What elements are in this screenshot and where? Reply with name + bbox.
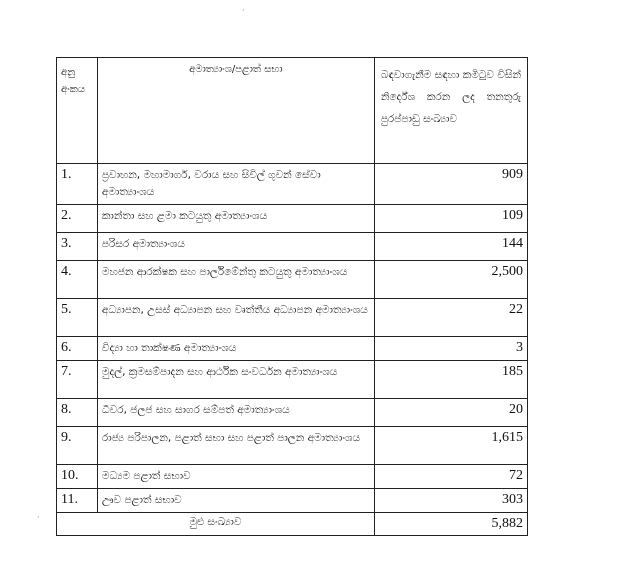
table-row [57,205,528,233]
scan-speck: · [37,513,40,522]
row-serial-no: 2. [57,205,98,233]
row-serial-no: 11. [57,489,98,513]
row-serial-no: 7. [57,361,98,399]
row-serial-no: 10. [57,465,98,489]
row-serial-no: 1. [57,164,98,205]
row-ministry-name: ඌව පළාත් සභාව [97,489,374,513]
table-row [57,337,528,361]
row-vacancy-count: 22 [374,299,527,337]
row-ministry-name: පරිසර අමාත්‍යාංශය [97,233,374,261]
row-vacancy-count: 109 [374,205,527,233]
row-vacancy-count: 1,615 [374,427,527,465]
row-serial-no: 8. [57,399,98,427]
row-vacancy-count: 72 [374,465,527,489]
row-ministry-name: කාන්තා සහ ළමා කටයුතු අමාත්‍යාංශය [97,205,374,233]
row-serial-no: 3. [57,233,98,261]
document-page [56,57,528,536]
total-value: 5,882 [374,513,527,536]
row-vacancy-count: 144 [374,233,527,261]
table-row [57,299,528,337]
row-ministry-name: ප්‍රවාහන, මහාමාර්ග, වරාය සහ සිවිල් ගුවන් සේවා අමාත්‍යාංශය [97,164,374,205]
row-vacancy-count: 3 [374,337,527,361]
row-vacancy-count: 303 [374,489,527,513]
scan-speck: · [242,6,245,15]
row-ministry-name: විද්‍යා හා තාක්ෂණ අමාත්‍යාංශය [97,337,374,361]
table-row [57,164,528,205]
row-serial-no: 6. [57,337,98,361]
row-ministry-name: රාජ්‍ය පරිපාලන, පළාත් සභා සහ පළාත් පාලන අමාත්‍යාංශය [97,427,374,465]
vacancy-table [56,57,528,536]
row-serial-no: 4. [57,261,98,299]
table-header-row [57,58,528,164]
table-row [57,399,528,427]
table-row [57,361,528,399]
row-vacancy-count: 909 [374,164,527,205]
header-vacancy-count: බඳවාගැනීම සඳහා කමිටුව විසින් නිර්දේශ කරන ලද තනතුරු පුරප්පාඩු සංඛ්‍යාව [374,58,527,164]
row-vacancy-count: 185 [374,361,527,399]
total-row [57,513,528,536]
header-ministry: අමාත්‍යාංශ/පළාත් සභා [97,58,374,164]
table-row [57,427,528,465]
row-ministry-name: මුදල්, ක්‍රමසම්පාදන සහ ආර්ථික සංවර්ධන අමාත්‍යාංශය [97,361,374,399]
row-ministry-name: අධ්‍යාපන, උසස් අධ්‍යාපන සහ වෘත්තීය අධ්‍යාපන අමාත්‍යාංශය [97,299,374,337]
table-row [57,465,528,489]
row-vacancy-count: 20 [374,399,527,427]
table-row [57,261,528,299]
table-row [57,233,528,261]
table-row [57,489,528,513]
row-ministry-name: ධීවර, ජලජ සහ සාගර සම්පත් අමාත්‍යාංශය [97,399,374,427]
header-serial-no: අනු අංකය [57,58,98,164]
row-ministry-name: මහජන ආරක්ෂක සහ පාර්ලිමේන්තු කටයුතු අමාත්‍යාංශය [97,261,374,299]
row-serial-no: 5. [57,299,98,337]
row-vacancy-count: 2,500 [374,261,527,299]
row-ministry-name: මධ්‍යම පළාත් සභාව [97,465,374,489]
row-serial-no: 9. [57,427,98,465]
total-label: මුළු සංඛ්‍යාව [57,513,375,536]
